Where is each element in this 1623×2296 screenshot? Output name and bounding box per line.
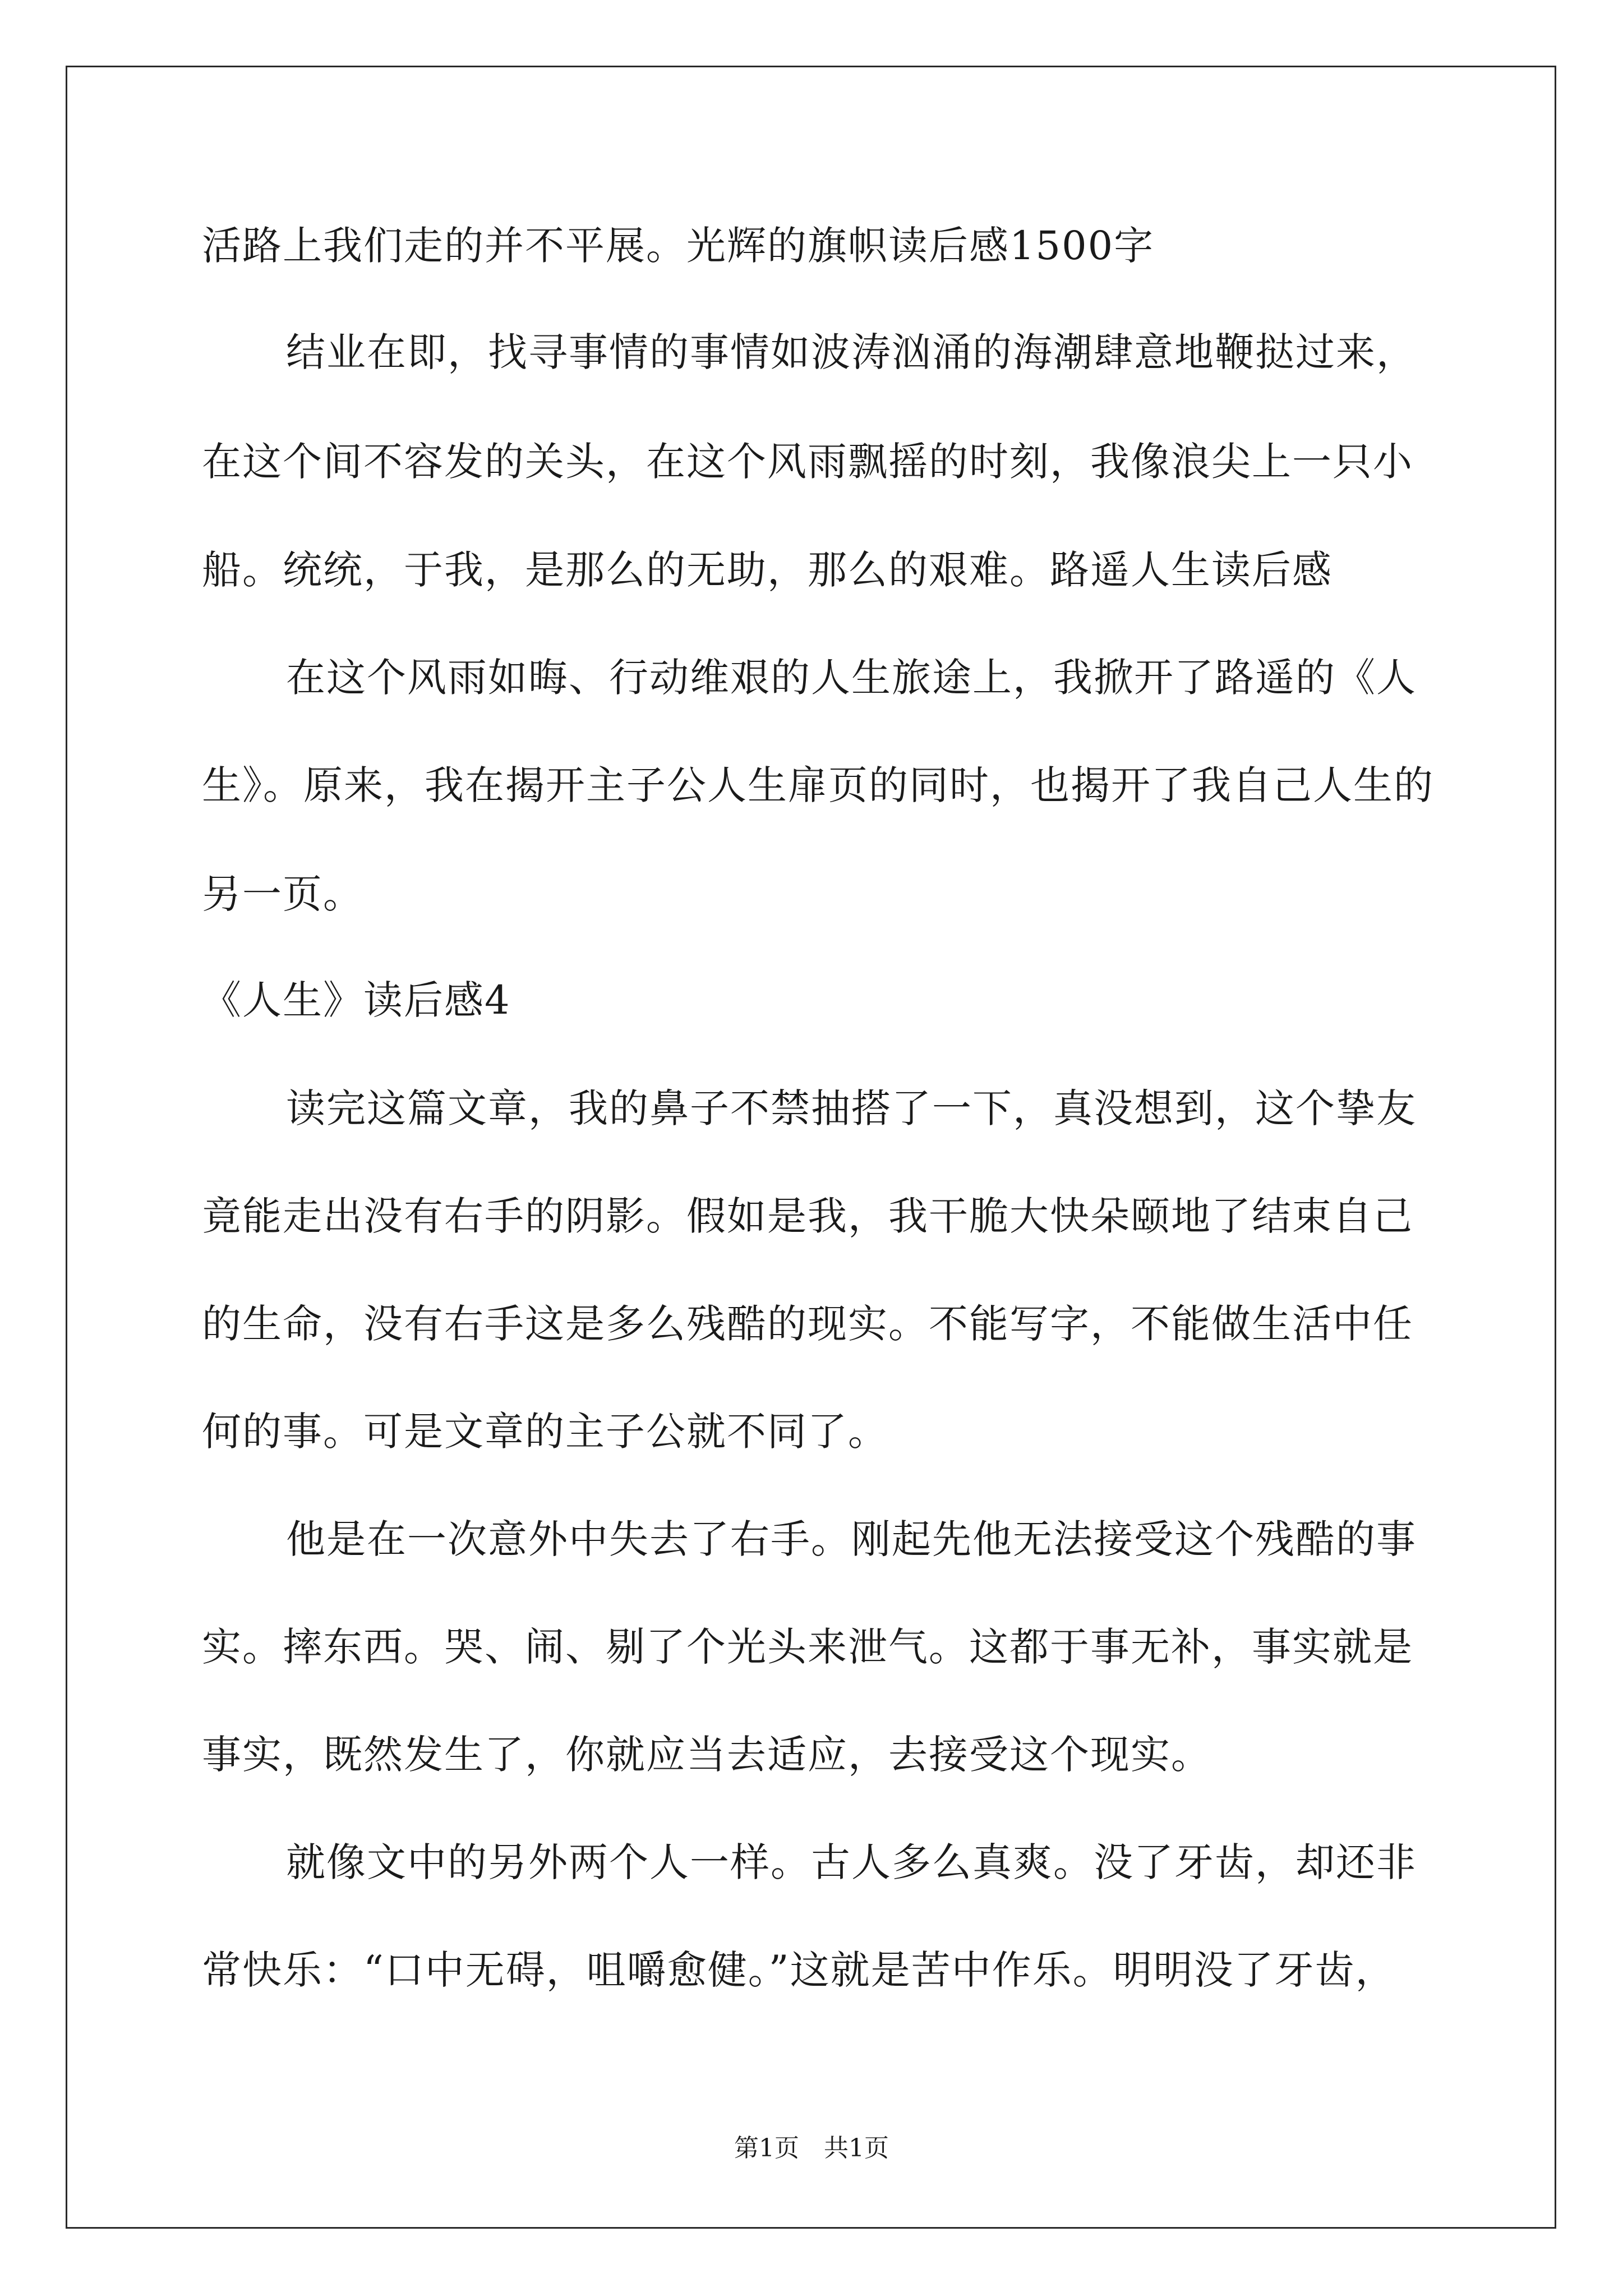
page-total: 共1页 (824, 2134, 889, 2162)
text-line: 实。摔东西。哭、闹、剔了个光头来泄气。这都于事无补，事实就是 (202, 1624, 1413, 1670)
text-line: 竟能走出没有右手的阴影。假如是我，我干脆大快朵颐地了结束自己 (202, 1193, 1413, 1239)
text-line: 何的事。可是文章的主子公就不同了。 (202, 1409, 888, 1455)
text-line: 常快乐：“口中无碍，咀嚼愈健。”这就是苦中作乐。明明没了牙齿， (202, 1947, 1396, 1993)
paragraph-start: 结业在即，找寻事情的事情如波涛汹涌的海潮肆意地鞭挞过来， (286, 329, 1417, 375)
paragraph-start: 他是在一次意外中失去了右手。刚起先他无法接受这个残酷的事 (286, 1516, 1417, 1562)
text-line: 生》。原来，我在揭开主子公人生扉页的同时，也揭开了我自己人生的 (202, 762, 1434, 808)
page-number: 第1页 (734, 2134, 799, 2162)
page-border (66, 66, 1556, 2229)
text-line: 事实，既然发生了，你就应当去适应，去接受这个现实。 (202, 1732, 1211, 1778)
text-line: 的生命，没有右手这是多么残酷的现实。不能写字，不能做生活中任 (202, 1301, 1413, 1347)
page-footer (0, 2132, 1623, 2165)
text-line: 船。统统，于我，是那么的无助，那么的艰难。路遥人生读后感 (202, 547, 1332, 593)
text-line: 另一页。 (202, 871, 363, 917)
text-line: 在这个间不容发的关头，在这个风雨飘摇的时刻，我像浪尖上一只小 (202, 439, 1413, 485)
paragraph-start: 读完这篇文章，我的鼻子不禁抽搭了一下，真没想到，这个挚友 (286, 1085, 1417, 1131)
paragraph-start: 在这个风雨如晦、行动维艰的人生旅途上，我掀开了路遥的《人 (286, 655, 1417, 701)
paragraph-start: 就像文中的另外两个人一样。古人多么真爽。没了牙齿，却还非 (286, 1839, 1417, 1885)
text-line: 活路上我们走的并不平展。光辉的旗帜读后感1500字 (202, 223, 1155, 269)
section-heading: 《人生》读后感4 (202, 977, 511, 1023)
